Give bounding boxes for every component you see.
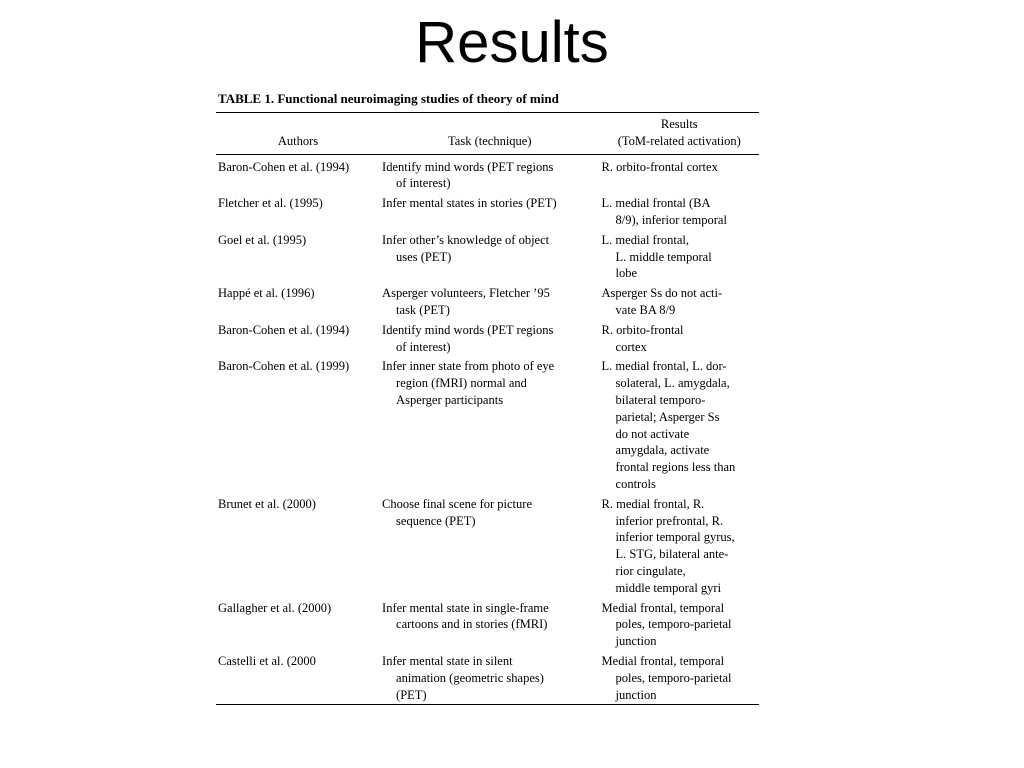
author-cell: Fletcher et al. (1995)	[218, 196, 323, 211]
author-cell: Brunet et al. (2000)	[218, 496, 316, 511]
table-header	[216, 113, 759, 155]
author-cell: Baron-Cohen et al. (1994)	[218, 322, 350, 337]
result-line: rior cingulate,	[615, 563, 686, 578]
table-row	[216, 494, 759, 598]
table-row	[216, 356, 759, 493]
result-line: cortex	[615, 339, 647, 354]
task-line: Infer inner state from photo of eye	[382, 359, 555, 374]
task-cell	[380, 230, 599, 283]
table-row	[216, 283, 759, 320]
task-line: of interest)	[396, 339, 451, 354]
task-cell	[380, 356, 599, 493]
author-cell: Baron-Cohen et al. (1999)	[218, 359, 350, 374]
task-line: Choose final scene for picture	[382, 496, 532, 511]
result-line: solateral, L. amygdala,	[615, 376, 730, 391]
task-cell	[380, 598, 599, 651]
task-line: Identify mind words (PET regions	[382, 159, 554, 174]
task-line: cartoons and in stories (fMRI)	[396, 617, 548, 632]
author-cell: Gallagher et al. (2000)	[218, 600, 332, 615]
result-line: lobe	[615, 266, 638, 281]
result-cell	[600, 651, 759, 705]
result-cell	[600, 193, 759, 230]
result-line: poles, temporo-parietal	[615, 670, 732, 685]
result-line: L. middle temporal	[615, 249, 712, 264]
task-line: Infer other’s knowledge of object	[382, 232, 550, 247]
task-cell	[380, 193, 599, 230]
task-cell	[380, 651, 599, 705]
task-line: Asperger participants	[396, 392, 504, 407]
result-line: R. medial frontal, R.	[601, 496, 705, 511]
result-line: amygdala, activate	[615, 443, 710, 458]
task-line: of interest)	[396, 176, 451, 191]
author-cell: Goel et al. (1995)	[218, 232, 307, 247]
result-line: L. STG, bilateral ante-	[615, 547, 729, 562]
result-line: L. medial frontal,	[601, 232, 690, 247]
result-cell	[600, 356, 759, 493]
result-line: L. medial frontal, L. dor-	[601, 359, 727, 374]
slide-title: Results	[415, 10, 609, 75]
result-cell	[600, 154, 759, 193]
result-line: poles, temporo-parietal	[615, 617, 732, 632]
header-task: Task (technique)	[448, 133, 532, 148]
result-cell	[600, 230, 759, 283]
neuroimaging-table-container	[216, 90, 759, 705]
table-row	[216, 154, 759, 193]
result-line: 8/9), inferior temporal	[615, 212, 727, 227]
table-row	[216, 193, 759, 230]
result-line: do not activate	[615, 426, 690, 441]
result-line: Medial frontal, temporal	[601, 653, 725, 668]
result-cell	[600, 494, 759, 598]
task-cell	[380, 320, 599, 357]
task-line: uses (PET)	[396, 249, 452, 264]
result-line: L. medial frontal (BA	[601, 196, 711, 211]
result-line: middle temporal gyri	[615, 580, 722, 595]
header-results-line2: (ToM-related activation)	[617, 133, 741, 148]
author-cell: Baron-Cohen et al. (1994)	[218, 159, 350, 174]
table-row	[216, 320, 759, 357]
task-line: (PET)	[396, 687, 427, 702]
result-cell	[600, 283, 759, 320]
result-line: R. orbito-frontal	[601, 322, 684, 337]
result-cell	[600, 320, 759, 357]
result-line: vate BA 8/9	[615, 302, 676, 317]
result-line: Medial frontal, temporal	[601, 600, 725, 615]
task-line: Asperger volunteers, Fletcher ’95	[382, 286, 550, 301]
result-line: frontal regions less than	[615, 460, 736, 475]
author-cell: Happé et al. (1996)	[218, 286, 315, 301]
result-line: junction	[615, 634, 657, 649]
task-line: animation (geometric shapes)	[396, 670, 544, 685]
task-line: task (PET)	[396, 302, 450, 317]
result-line: controls	[615, 476, 656, 491]
table-row	[216, 230, 759, 283]
result-line: R. orbito-frontal cortex	[601, 159, 718, 174]
table-body	[216, 154, 759, 705]
table-caption: TABLE 1. Functional neuroimaging studies of theory of mind	[218, 91, 559, 106]
result-line: bilateral temporo-	[615, 392, 706, 407]
result-cell	[600, 598, 759, 651]
task-line: Infer mental state in silent	[382, 653, 513, 668]
table-row	[216, 651, 759, 705]
result-line: junction	[615, 687, 657, 702]
task-line: Infer mental states in stories (PET)	[382, 196, 557, 211]
result-line: parietal; Asperger Ss	[615, 409, 720, 424]
result-line: Asperger Ss do not acti-	[601, 286, 723, 301]
header-results-line1: Results	[660, 117, 698, 131]
task-line: Infer mental state in single-frame	[382, 600, 549, 615]
task-cell	[380, 154, 599, 193]
table-row	[216, 598, 759, 651]
task-cell	[380, 283, 599, 320]
task-line: sequence (PET)	[396, 513, 476, 528]
header-row	[216, 113, 759, 155]
author-cell: Castelli et al. (2000	[218, 653, 316, 668]
task-line: Identify mind words (PET regions	[382, 322, 554, 337]
task-line: region (fMRI) normal and	[396, 376, 527, 391]
result-line: inferior temporal gyrus,	[615, 530, 735, 545]
header-results	[600, 113, 759, 155]
neuroimaging-studies-table	[216, 112, 759, 705]
task-cell	[380, 494, 599, 598]
result-line: inferior prefrontal, R.	[615, 513, 724, 528]
header-authors: Authors	[277, 133, 319, 148]
